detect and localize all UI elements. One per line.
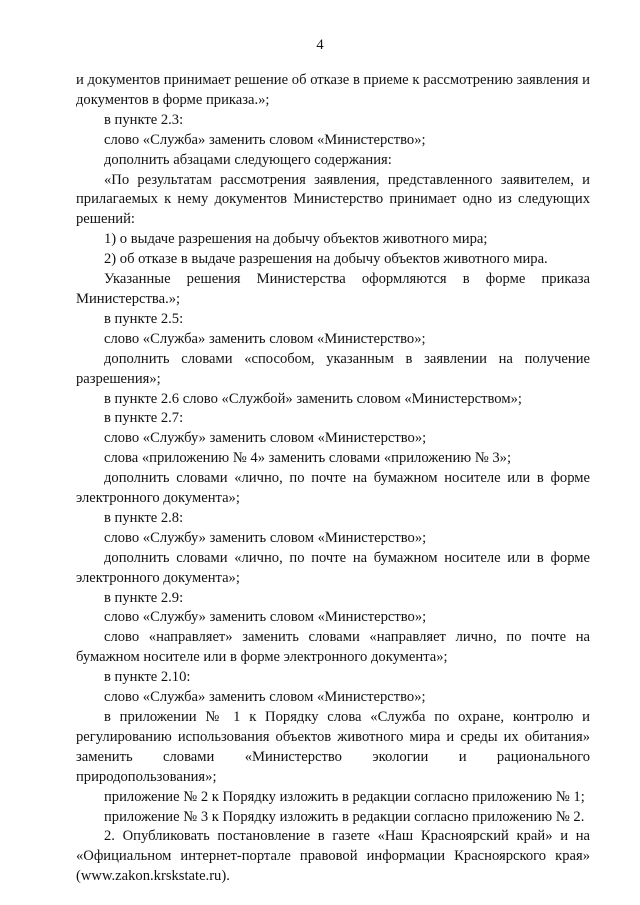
paragraph: приложение № 3 к Порядку изложить в редакции согласно приложению № 2. bbox=[104, 808, 585, 825]
paragraph: слова «приложению № 4» заменить словами «приложению № 3»; bbox=[104, 450, 512, 467]
paragraph: в пункте 2.9: bbox=[104, 589, 184, 606]
paragraph: в приложении № 1 к Порядку слова «Служба по охране, контролю и регулированию использования объектов животного мира и среды их обитания» заменить словами «Министерство экологии и рационального природопользования»; bbox=[76, 709, 590, 785]
paragraph: 2. Опубликовать постановление в газете «Наш Красноярский край» и на «Официальном интернет-портале правовой информации Красноярского края» (www.zakon.krskstate.ru). bbox=[76, 828, 590, 885]
paragraph: 1) о выдаче разрешения на добычу объектов животного мира; bbox=[104, 231, 488, 248]
paragraph: в пункте 2.6 слово «Службой» заменить словом «Министерством»; bbox=[104, 390, 522, 407]
paragraph: слово «Службу» заменить словом «Министерство»; bbox=[104, 609, 427, 626]
paragraph: в пункте 2.7: bbox=[104, 410, 184, 427]
paragraph: слово «Служба» заменить словом «Министерство»; bbox=[104, 330, 426, 347]
paragraph: слово «Службу» заменить словом «Министерство»; bbox=[104, 529, 427, 546]
page-number: 4 bbox=[316, 37, 324, 53]
paragraph: приложение № 2 к Порядку изложить в редакции согласно приложению № 1; bbox=[104, 788, 585, 805]
paragraph: в пункте 2.8: bbox=[104, 509, 184, 526]
paragraph: в пункте 2.5: bbox=[104, 310, 184, 327]
paragraph: «По результатам рассмотрения заявления, представленного заявителем, и прилагаемых к нему документов Министерство принимает одно из следующих решений: bbox=[76, 171, 590, 228]
paragraph: слово «Службу» заменить словом «Министерство»; bbox=[104, 430, 427, 447]
document-body bbox=[76, 71, 590, 887]
paragraph: слово «Служба» заменить словом «Министерство»; bbox=[104, 689, 426, 706]
paragraph: Указанные решения Министерства оформляются в форме приказа Министерства.»; bbox=[76, 271, 590, 307]
paragraph: в пункте 2.10: bbox=[104, 669, 191, 686]
paragraph: в пункте 2.3: bbox=[104, 111, 184, 128]
paragraph: дополнить словами «способом, указанным в заявлении на получение разрешения»; bbox=[76, 350, 590, 387]
paragraph: дополнить словами «лично, по почте на бумажном носителе или в форме электронного документа»; bbox=[76, 549, 590, 586]
paragraph: слово «направляет» заменить словами «направляет лично, по почте на бумажном носителе или в форме электронного документа»; bbox=[76, 629, 590, 666]
paragraph: дополнить абзацами следующего содержания: bbox=[104, 151, 392, 168]
paragraph: 2) об отказе в выдаче разрешения на добычу объектов животного мира. bbox=[104, 251, 548, 268]
paragraph: и документов принимает решение об отказе в приеме к рассмотрению заявления и документов в форме приказа.»; bbox=[76, 72, 590, 108]
paragraph: дополнить словами «лично, по почте на бумажном носителе или в форме электронного документа»; bbox=[76, 470, 590, 507]
paragraph: слово «Служба» заменить словом «Министерство»; bbox=[104, 131, 426, 148]
